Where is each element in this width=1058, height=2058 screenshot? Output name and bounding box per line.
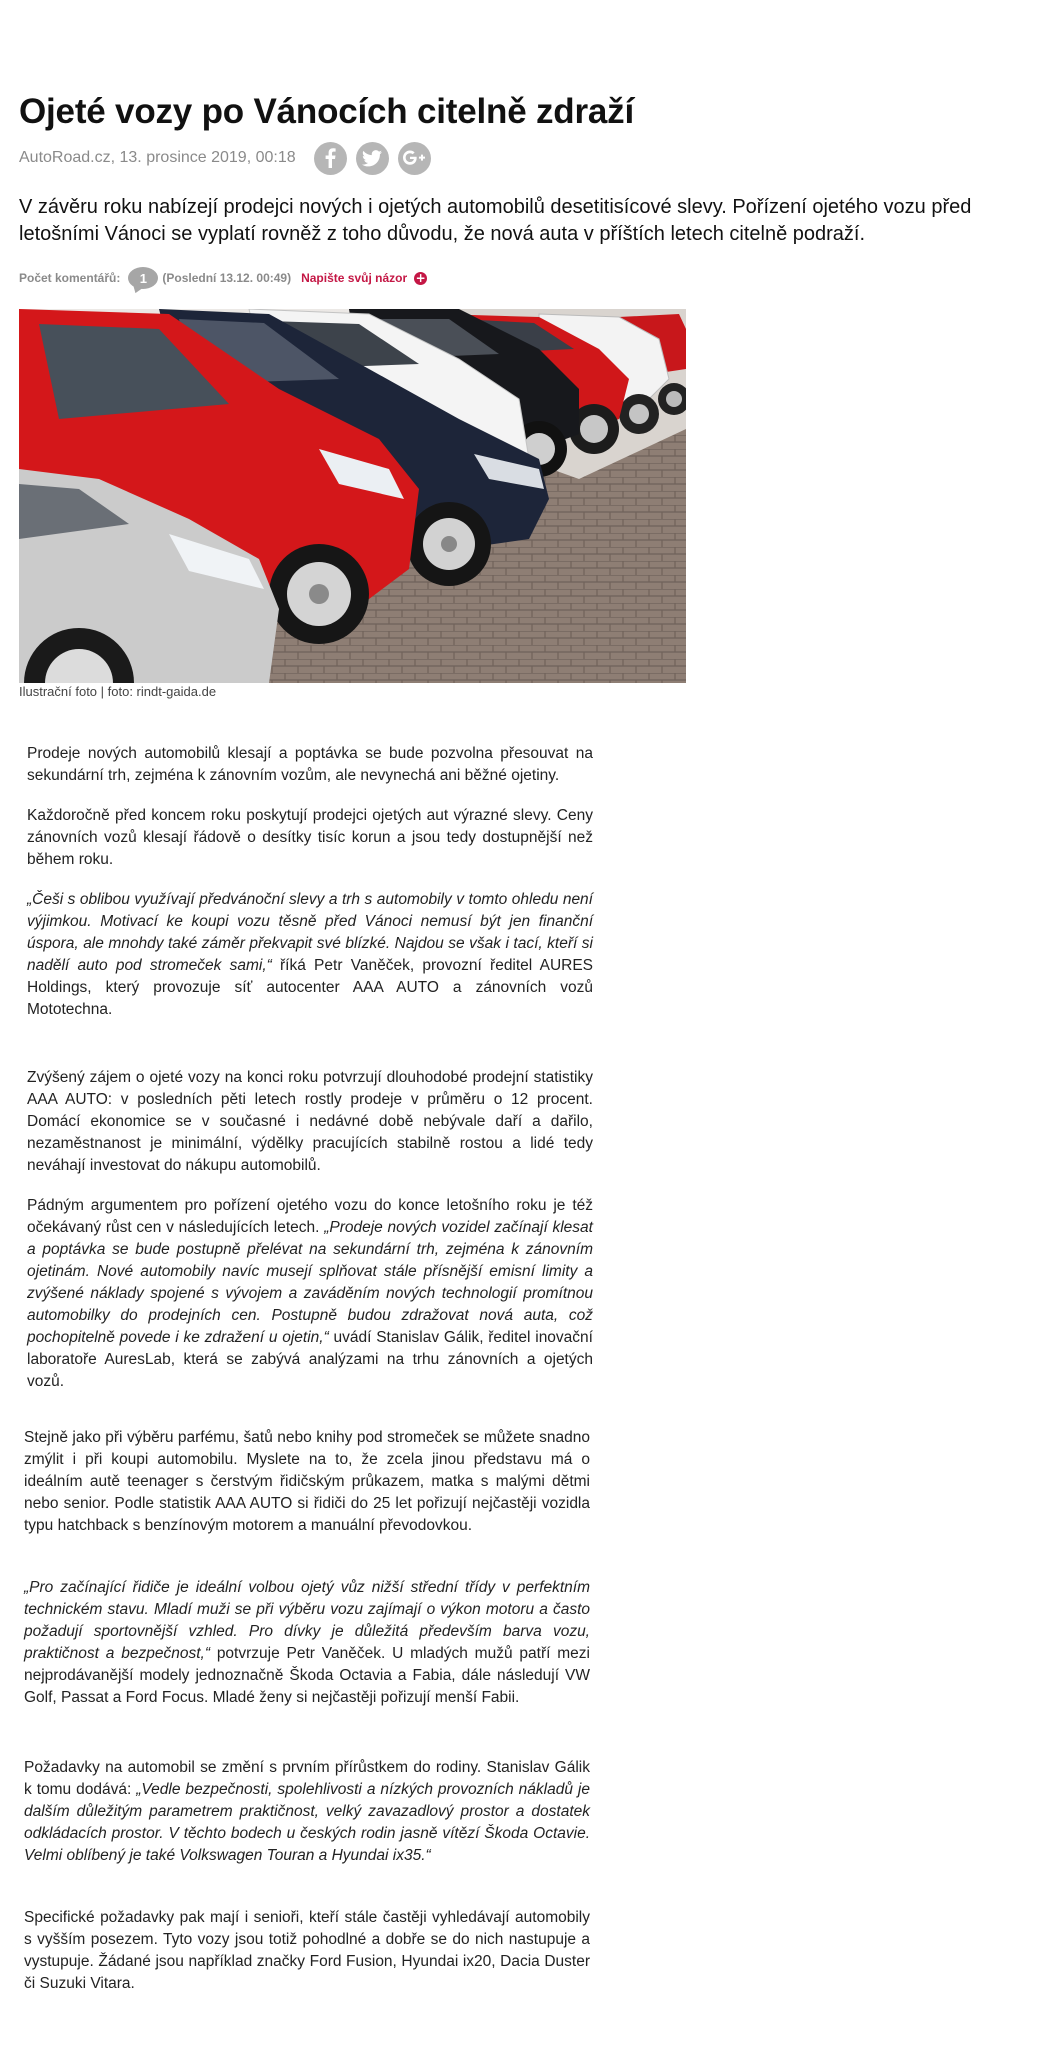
comments-label: Počet komentářů: bbox=[19, 271, 121, 285]
paragraph-1: Prodeje nových automobilů klesají a poptávka se bude pozvolna přesouvat na sekundární trh, zejména k zánovním vozům, ale nevynechá ani běžné ojetiny. bbox=[27, 745, 593, 784]
paragraph-7-rest: potvrzuje Petr Vaněček. U mladých mužů patří mezi nejprodávanější modely jednoznačně Škoda Octavia a Fabia, dále následují VW Golf, Passat a Ford Focus. Mladé ženy si nejčastěji pořizují menší Fabii. bbox=[24, 1645, 590, 1706]
comment-count: 1 bbox=[139, 270, 147, 286]
paragraph-3 bbox=[27, 889, 593, 1021]
paragraph-5-rest: uvádí Stanislav Gálik, ředitel inovační laboratoře AuresLab, která se zabývá analýzami na trhu zánovních a ojetých vozů. bbox=[27, 1329, 593, 1390]
google-plus-icon[interactable] bbox=[398, 142, 431, 175]
paragraph-2: Každoročně před koncem roku poskytují prodejci ojetých aut výrazné slevy. Ceny zánovních vozů klesají řádově o desítky tisíc korun a jsou tedy dostupnější než během roku. bbox=[27, 807, 593, 868]
paragraph-7 bbox=[24, 1577, 590, 1709]
paragraph-5 bbox=[27, 1195, 593, 1393]
photo-caption: Ilustrační foto | foto: rindt-gaida.de bbox=[19, 684, 217, 699]
article-title: Ojeté vozy po Vánocích citelně zdraží bbox=[19, 92, 634, 131]
quote-vanecek-1: „Češi s oblibou využívají předvánoční slevy a trh s automobily v tomto ohledu není výjimkou. Motivací ke koupi vozu těsně před Vánoci nemusí být jen finanční úspora, ale mnohdy také záměr překvapit své blízké. Najdou se však i tací, kteří si nadělí auto pod stromeček sami,“ bbox=[27, 891, 593, 974]
article-lead: V závěru roku nabízejí prodejci nových i ojetých automobilů desetitisícové slevy. Pořízení ojetého vozu před letošními Vánoci se vyplatí rovněž z toho důvodu, že nová auta v příštích letech citelně podraží. bbox=[19, 196, 972, 245]
write-opinion-link[interactable] bbox=[301, 271, 427, 285]
comment-count-bubble[interactable] bbox=[128, 267, 158, 289]
last-comment-time: (Poslední 13.12. 00:49) bbox=[162, 271, 292, 285]
paragraph-6: Stejně jako při výběru parfému, šatů nebo knihy pod stromeček se můžete snadno zmýlit i při koupi automobilu. Myslete na to, že zcela jinou představu má o ideálním autě teenager s čerstvým řidičským průkazem, matka s malými dětmi nebo senior. Podle statistik AAA AUTO si řidiči do 25 let pořizují nejčastěji vozidla typu hatchback s benzínovým motorem a manuální převodovkou. bbox=[24, 1429, 590, 1534]
quote-vanecek-2: „Pro začínající řidiče je ideální volbou ojetý vůz nižší střední třídy v perfektním technickém stavu. Mladí muži se při výběru vozu zajímají o výkon motoru a často požadují sportovnější vzhled. Pro dívky je důležitá především barva vozu, praktičnost a bezpečnost,“ bbox=[24, 1579, 590, 1662]
article-source-date: AutoRoad.cz, 13. prosince 2019, 00:18 bbox=[19, 149, 296, 166]
paragraph-8-intro: Požadavky na automobil se změní s prvním přírůstkem do rodiny. Stanislav Gálik k tomu dodává: bbox=[24, 1759, 590, 1798]
quote-galik-1: „Prodeje nových vozidel začínají klesat a poptávka se bude postupně přelévat na sekundární trh, zejména k zánovním ojetinám. Nové automobily navíc musejí splňovat stále přísnější emisní limity a zvýšené náklady spojené s vývojem a zaváděním nových technologií promítnou automobilky do prodejních cen. Postupně budou zdražovat nová auta, což pochopitelně povede i ke zdražení u ojetin,“ bbox=[27, 1219, 593, 1346]
article-meta bbox=[19, 140, 431, 176]
quote-galik-2: „Vedle bezpečnosti, spolehlivosti a nízkých provozních nákladů je dalším důležitým parametrem praktičnost, velký zavazadlový prostor a dostatek odkládacích prostor. V těchto bodech u českých rodin jasně vítězí Škoda Octavie. Velmi oblíbený je také Volkswagen Touran a Hyundai ix35.“ bbox=[24, 1781, 590, 1864]
write-opinion-label: Napište svůj názor bbox=[301, 271, 408, 285]
facebook-icon[interactable] bbox=[314, 142, 347, 175]
comments-bar bbox=[19, 264, 427, 292]
paragraph-4: Zvýšený zájem o ojeté vozy na konci roku potvrzují dlouhodobé prodejní statistiky AAA AUTO: v posledních pěti letech rostly prodeje v průměru o 12 procent. Domácí ekonomice se v současné i nedávné době nebývale daří a dařilo, nezaměstnanost je minimální, výdělky pracujících stabilně rostou a lidé tedy neváhají investovat do nákupu automobilů. bbox=[27, 1069, 593, 1174]
paragraph-3-rest: říká Petr Vaněček, provozní ředitel AURES Holdings, který provozuje síť autocenter AAA AUTO a zánovních vozů Mototechna. bbox=[27, 957, 594, 1018]
paragraph-5-intro: Pádným argumentem pro pořízení ojetého vozu do konce letošního roku je též očekávaný růst cen v následujících letech. bbox=[27, 1197, 593, 1236]
article-photo bbox=[19, 309, 686, 683]
cars-illustration bbox=[19, 309, 686, 683]
social-share-bar bbox=[314, 142, 431, 175]
paragraph-8 bbox=[24, 1757, 590, 1867]
paragraph-9: Specifické požadavky pak mají i senioři, kteří stále častěji vyhledávají automobily s vyšším posezem. Tyto vozy jsou totiž pohodlné a dobře se do nich nastupuje a vystupuje. Žádané jsou například značky Ford Fusion, Hyundai ix20, Dacia Duster či Suzuki Vitara. bbox=[24, 1909, 590, 1992]
plus-circle-icon: + bbox=[415, 270, 426, 285]
twitter-icon[interactable] bbox=[356, 142, 389, 175]
